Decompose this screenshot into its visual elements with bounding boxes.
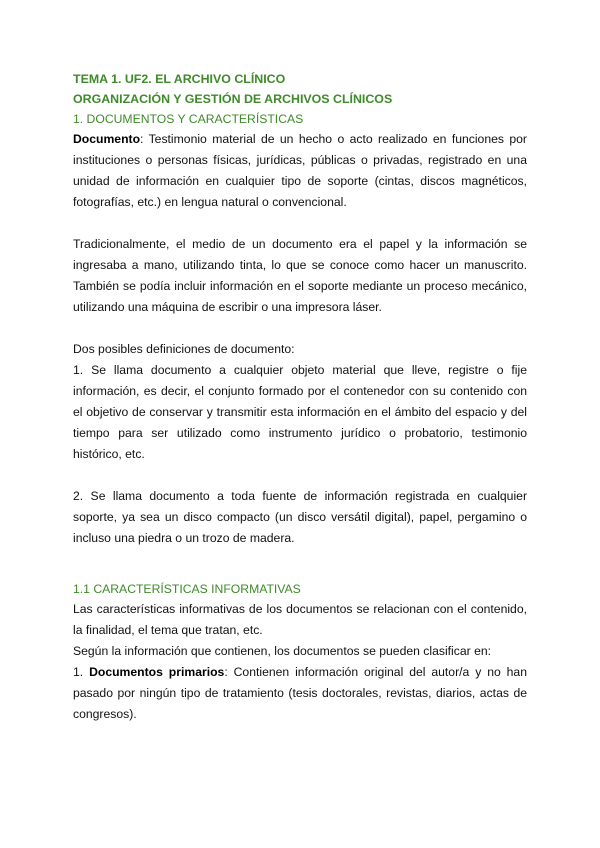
definition-paragraph [73, 129, 527, 213]
document-title-line-1: TEMA 1. UF2. EL ARCHIVO CLÍNICO [73, 72, 286, 86]
item-1-text: : Contienen información original del autor/a y no han pasado por ningún tipo de tratamiento (tesis doctorales, revistas, diarios, actas de congresos). [73, 665, 527, 721]
characteristics-intro: Las características informativas de los documentos se relacionan con el contenido, la finalidad, el tema que tratan, etc. [73, 602, 527, 637]
classification-item-1 [73, 662, 527, 725]
section-heading-caracteristicas: 1.1 CARACTERÍSTICAS INFORMATIVAS [73, 582, 301, 596]
definition-term: Documento [73, 132, 141, 146]
section-heading-documentos: 1. DOCUMENTOS Y CARACTERÍSTICAS [73, 112, 304, 126]
definitions-intro: Dos posibles definiciones de documento: [73, 342, 295, 356]
item-1-term: Documentos primarios [89, 665, 225, 679]
document-title-line-2: ORGANIZACIÓN Y GESTIÓN DE ARCHIVOS CLÍNICOS [73, 92, 393, 106]
definition-text: : Testimonio material de un hecho o acto realizado en funciones por instituciones o personas físicas, jurídicas, públicas o privadas, registrado en una unidad de información en cualquier tipo de soporte (cintas, discos magnéticos, fotografías, etc.) en lengua natural o convencional. [73, 132, 527, 209]
document-page [73, 69, 527, 725]
traditional-paragraph: Tradicionalmente, el medio de un documento era el papel y la información se ingresaba a mano, utilizando tinta, lo que se conoce como hacer un manuscrito. También se podía incluir información en el soporte mediante un proceso mecánico, utilizando una máquina de escribir o una impresora láser. [73, 237, 527, 314]
classification-intro: Según la información que contienen, los documentos se pueden clasificar en: [73, 644, 492, 658]
item-1-prefix: 1. [73, 665, 90, 679]
definition-item-1: 1. Se llama documento a cualquier objeto material que lleve, registre o fije información, es decir, el conjunto formado por el contenedor con su contenido con el objetivo de conservar y transmitir esta información en el ámbito del espacio y del tiempo para ser utilizado como instrumento jurídico o probatorio, testimonio histórico, etc. [73, 363, 527, 461]
definition-item-2: 2. Se llama documento a toda fuente de información registrada en cualquier soporte, ya sea un disco compacto (un disco versátil digital), papel, pergamino o incluso una piedra o un trozo de madera. [73, 489, 527, 545]
